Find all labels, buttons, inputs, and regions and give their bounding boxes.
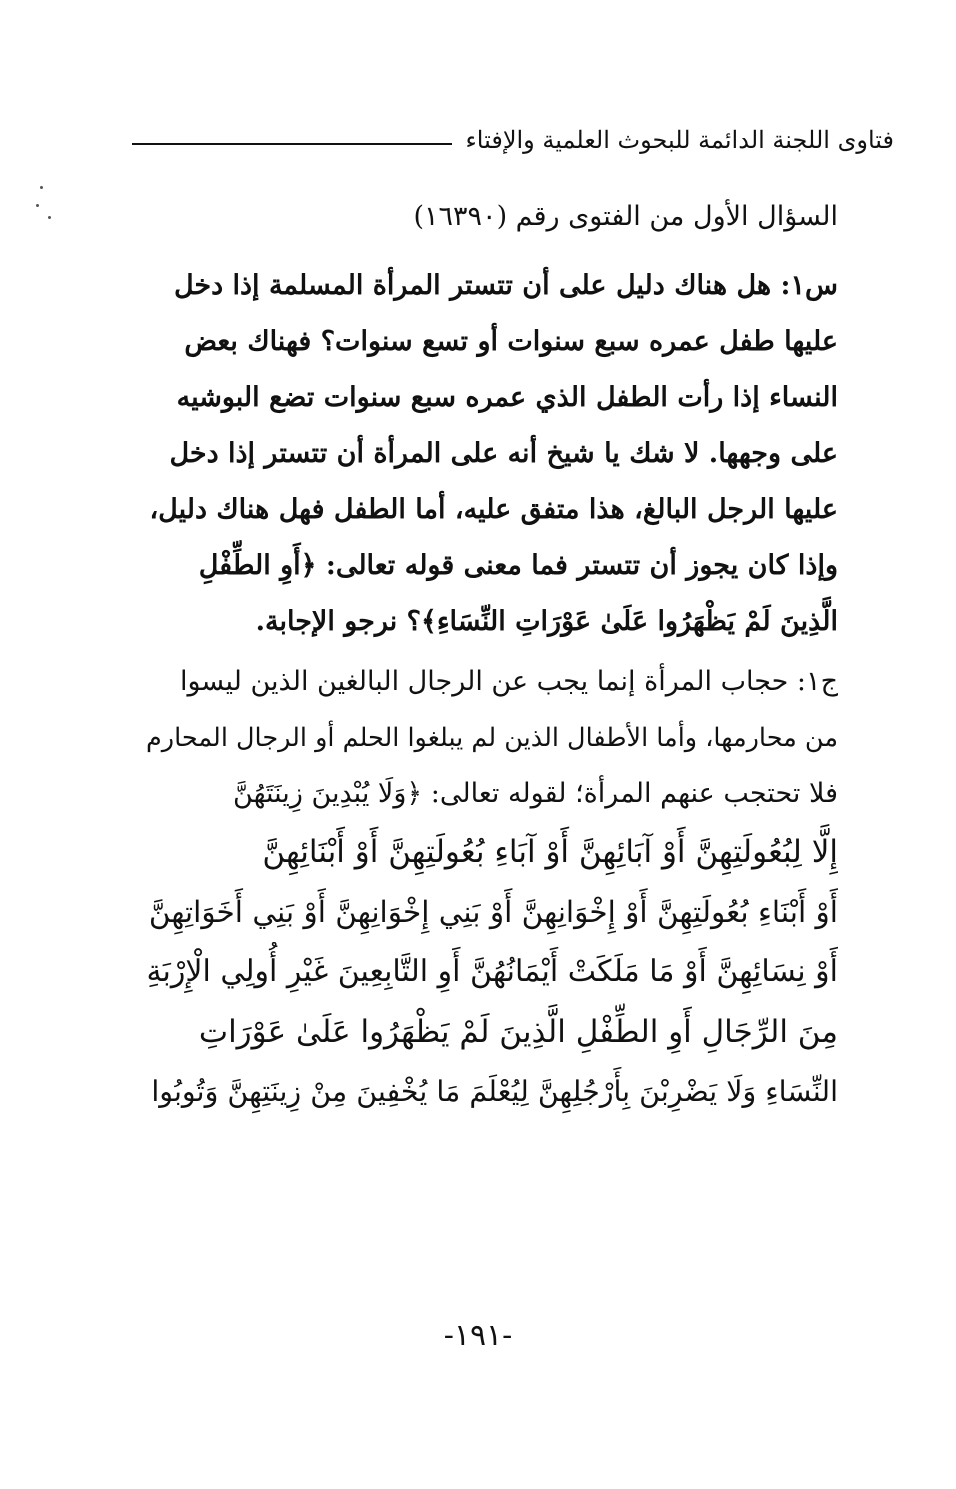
question-line: عليها طفل عمره سبع سنوات أو تسع سنوات؟ فهناك بعض [184, 326, 838, 357]
scan-speck [40, 186, 43, 189]
quran-verse-line: أَوْ أَبْنَاءِ بُعُولَتِهِنَّ أَوْ إِخْوَانِهِنَّ أَوْ بَنِي إِخْوَانِهِنَّ أَوْ بَنِي أَخَوَاتِهِنَّ [148, 895, 838, 929]
page-number: -١٩١- [443, 1318, 513, 1353]
quran-verse-line: أَوْ نِسَائِهِنَّ أَوْ مَا مَلَكَتْ أَيْمَانُهُنَّ أَوِ التَّابِعِينَ غَيْرِ أُولِي الْإِرْبَةِ [146, 954, 838, 989]
answer-block [140, 654, 838, 1122]
answer-line: فلا تحتجب عنهم المرأة؛ لقوله تعالى: ﴿وَلَا يُبْدِينَ زِينَتَهُنَّ [233, 778, 838, 809]
header-rule [132, 143, 452, 145]
answer-line: ج١: حجاب المرأة إنما يجب عن الرجال البالغين الذين ليسوا [179, 666, 838, 697]
running-header [132, 118, 894, 162]
question-line: الَّذِينَ لَمْ يَظْهَرُوا عَلَىٰ عَوْرَاتِ النِّسَاءِ﴾؟ نرجو الإجابة. [255, 606, 838, 637]
quran-verse-line: مِنَ الرِّجَالِ أَوِ الطِّفْلِ الَّذِينَ لَمْ يَظْهَرُوا عَلَىٰ عَوْرَاتِ [198, 1014, 838, 1050]
running-header-title: فتاوى اللجنة الدائمة للبحوث العلمية والإفتاء [465, 126, 894, 154]
question-line: س١: هل هناك دليل على أن تتستر المرأة المسلمة إذا دخل [173, 270, 838, 301]
scan-speck [48, 216, 51, 219]
question-line: عليها الرجل البالغ، هذا متفق عليه، أما الطفل فهل هناك دليل، [149, 494, 838, 525]
quran-verse-line: إِلَّا لِبُعُولَتِهِنَّ أَوْ آبَائِهِنَّ أَوْ آبَاءِ بُعُولَتِهِنَّ أَوْ أَبْنَائِهِنَّ [262, 834, 838, 870]
question-block [140, 258, 838, 650]
scan-speck [36, 204, 39, 207]
question-line: وإذا كان يجوز أن تتستر فما معنى قوله تعالى: ﴿أَوِ الطِّفْلِ [198, 550, 838, 581]
question-line: على وجهها. لا شك يا شيخ أنه على المرأة أن تتستر إذا دخل [169, 438, 838, 469]
quran-verse-line: النِّسَاءِ وَلَا يَضْرِبْنَ بِأَرْجُلِهِنَّ لِيُعْلَمَ مَا يُخْفِينَ مِنْ زِينَتِهِنَّ وَتُوبُوا [151, 1075, 838, 1108]
fatwa-title: السؤال الأول من الفتوى رقم (١٦٣٩٠) [413, 201, 838, 232]
question-line: النساء إذا رأت الطفل الذي عمره سبع سنوات تضع البوشيه [176, 382, 838, 413]
page-content [140, 188, 838, 1122]
answer-line: من محارمها، وأما الأطفال الذين لم يبلغوا الحلم أو الرجال المحارم [145, 723, 838, 753]
